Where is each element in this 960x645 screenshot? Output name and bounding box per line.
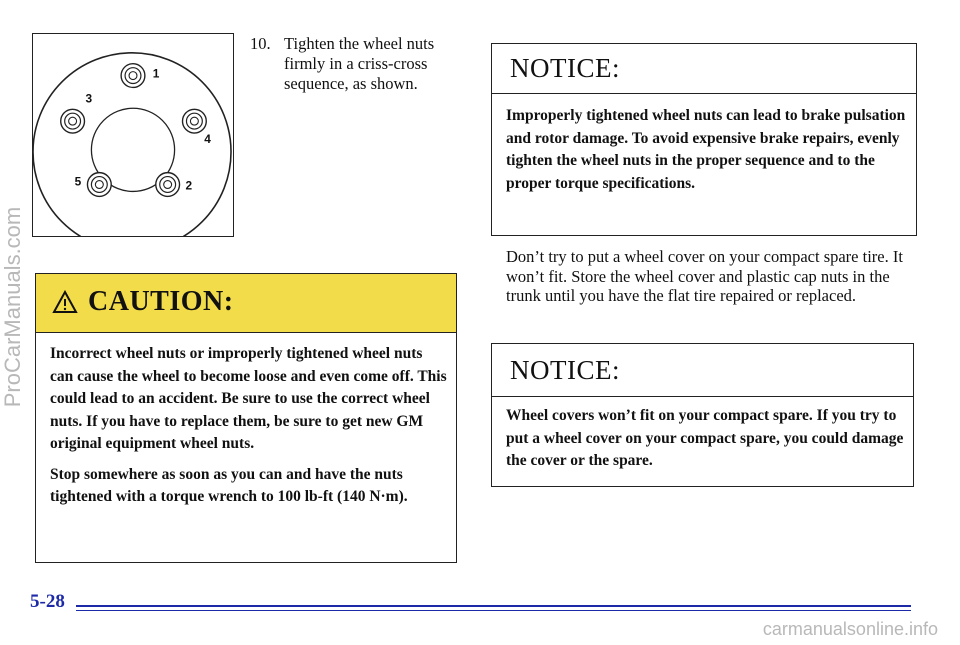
page-number: 5-28 [30, 591, 65, 612]
step-number: 10. [250, 34, 271, 53]
wheel-nut-1 [121, 64, 145, 88]
bottom-watermark: carmanualsonline.info [762, 619, 938, 639]
wheel-nut-2 [156, 173, 180, 197]
wheel-nut-5 [87, 173, 111, 197]
caution-title: CAUTION: [88, 286, 234, 317]
notice-header [492, 344, 913, 397]
caution-paragraph: Incorrect wheel nuts or improperly tightened wheel nuts can cause the wheel to become loose and even come off. This could lead to an accident. Be sure to use the correct wheel nuts. If you have to replace them, be sure to get new GM original equipment wheel nuts. [50, 345, 447, 452]
step-text: Tighten the wheel nuts firmly in a criss-cross sequence, as shown. [284, 34, 435, 93]
notice-box-brake [491, 43, 917, 236]
spare-tire-paragraph: Don’t try to put a wheel cover on your compact spare tire. It won’t fit. Store the wheel cover and plastic cap nuts in the trunk until you have the flat tire repaired or replaced. [506, 247, 903, 305]
instruction-step [250, 34, 465, 94]
caution-header [36, 274, 456, 333]
nut-label-2: 2 [185, 178, 193, 193]
nut-label-4: 4 [204, 131, 211, 146]
wheel-nut-diagram [32, 33, 234, 237]
notice-body: Improperly tightened wheel nuts can lead to brake pulsation and rotor damage. To avoid expensive brake repairs, evenly tighten the wheel nuts in the proper sequence and to the proper torque specifications. [506, 107, 906, 192]
warning-triangle-icon [52, 290, 78, 314]
notice-header [492, 44, 916, 94]
caution-body [50, 343, 448, 517]
footer-rule [76, 605, 911, 607]
caution-paragraph: Stop somewhere as soon as you can and have the nuts tightened with a torque wrench to 100 lb-ft (140 N·m). [50, 465, 408, 505]
footer-rule-thin [76, 610, 911, 611]
caution-box [35, 273, 457, 563]
notice-title: NOTICE: [510, 53, 620, 83]
side-watermark: ProCarManuals.com [0, 206, 25, 408]
nut-label-5: 5 [74, 174, 82, 189]
wheel-nut-3 [61, 109, 85, 133]
notice-title: NOTICE: [510, 355, 620, 385]
notice-box-wheel-cover [491, 343, 914, 487]
wheel-nut-4 [183, 109, 207, 133]
wheel-hub-illustration [33, 34, 233, 236]
nut-label-3: 3 [85, 91, 93, 106]
notice-body: Wheel covers won’t fit on your compact spare. If you try to put a wheel cover on your compact spare, you could damage the cover or the spare. [506, 407, 904, 469]
nut-label-1: 1 [152, 66, 160, 81]
